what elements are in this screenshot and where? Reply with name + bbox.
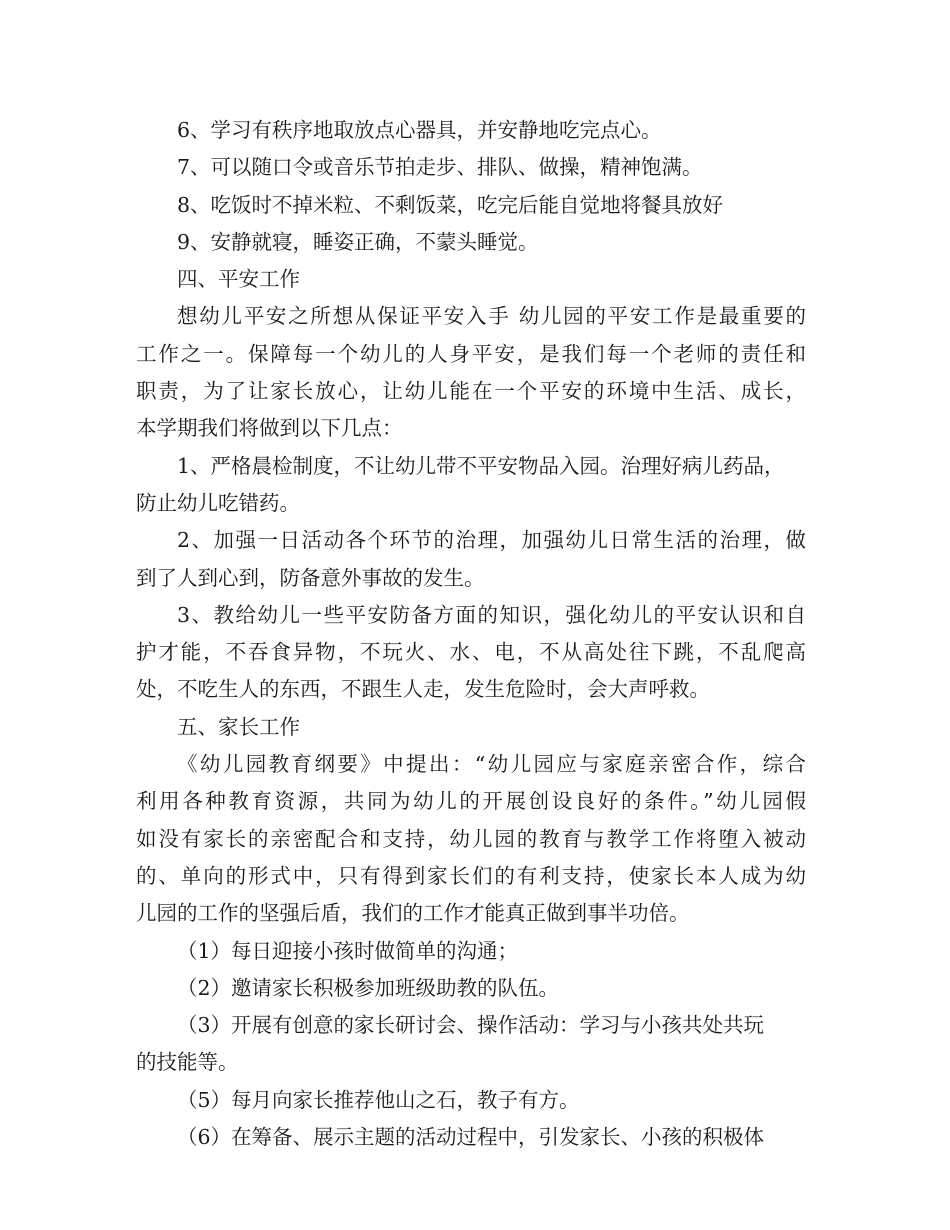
paragraph-line: 工作之一。保障每一个幼儿的人身平安，是我们每一个老师的责任和 — [136, 341, 806, 366]
document-body — [136, 112, 826, 1156]
list-item-continuation: 处，不吃生人的东西，不跟生人走，发生危险时，会大声呼救。 — [136, 677, 710, 702]
list-item: 9、安静就寝，睡姿正确，不蒙头睡觉。 — [177, 229, 539, 254]
list-item: （5）每月向家长推荐他山之石，教子有方。 — [177, 1087, 580, 1112]
section-heading: 五、家长工作 — [177, 714, 300, 739]
list-item-continuation: 到了人到心到，防备意外事故的发生。 — [136, 565, 485, 590]
list-item: 7、可以随口令或音乐节拍走步、排队、做操，精神饱满。 — [177, 155, 703, 180]
paragraph-line: 的、单向的形式中，只有得到家长们的有利支持，使家长本人成为幼 — [136, 863, 806, 888]
list-item: 2、加强一日活动各个环节的治理，加强幼儿日常生活的治理，做 — [177, 528, 806, 553]
list-item: （1）每日迎接小孩时做简单的沟通； — [177, 938, 519, 963]
section-heading: 四、平安工作 — [177, 267, 300, 292]
paragraph-line: 职责，为了让家长放心，让幼儿能在一个平安的环境中生活、成长， — [136, 379, 806, 404]
paragraph-line: 想幼儿平安之所想从保证平安入手 幼儿园的平安工作是最重要的 — [177, 304, 806, 329]
list-item-continuation: 护才能，不吞食异物，不玩火、水、电，不从高处往下跳，不乱爬高 — [136, 640, 806, 665]
paragraph-line: 《幼儿园教育纲要》中提出：“幼儿园应与家庭亲密合作，综合 — [177, 752, 806, 777]
paragraph-line: 儿园的工作的坚强后盾，我们的工作才能真正做到事半功倍。 — [136, 901, 690, 926]
paragraph-line: 如没有家长的亲密配合和支持，幼儿园的教育与教学工作将堕入被动 — [136, 826, 806, 851]
list-item: 3、教给幼儿一些平安防备方面的知识，强化幼儿的平安认识和自 — [177, 602, 806, 627]
paragraph-line: 本学期我们将做到以下几点： — [136, 416, 403, 441]
list-item-continuation: 的技能等。 — [136, 1050, 239, 1075]
list-item: 1、严格晨检制度，不让幼儿带不平安物品入园。治理好病儿药品， — [177, 453, 785, 478]
list-item: 8、吃饭时不掉米粒、不剩饭菜，吃完后能自觉地将餐具放好 — [177, 192, 724, 217]
list-item: （6）在筹备、展示主题的活动过程中，引发家长、小孩的积极体 — [177, 1125, 765, 1150]
list-item: （3）开展有创意的家长研讨会、操作活动：学习与小孩共处共玩 — [177, 1013, 765, 1038]
list-item: （2）邀请家长积极参加班级助教的队伍。 — [177, 975, 560, 1000]
list-item: 6、学习有秩序地取放点心器具，并安静地吃完点心。 — [177, 118, 662, 142]
list-item-continuation: 防止幼儿吃错药。 — [136, 490, 300, 515]
paragraph-line: 利用各种教育资源，共同为幼儿的开展创设良好的条件。”幼儿园假 — [136, 789, 806, 814]
